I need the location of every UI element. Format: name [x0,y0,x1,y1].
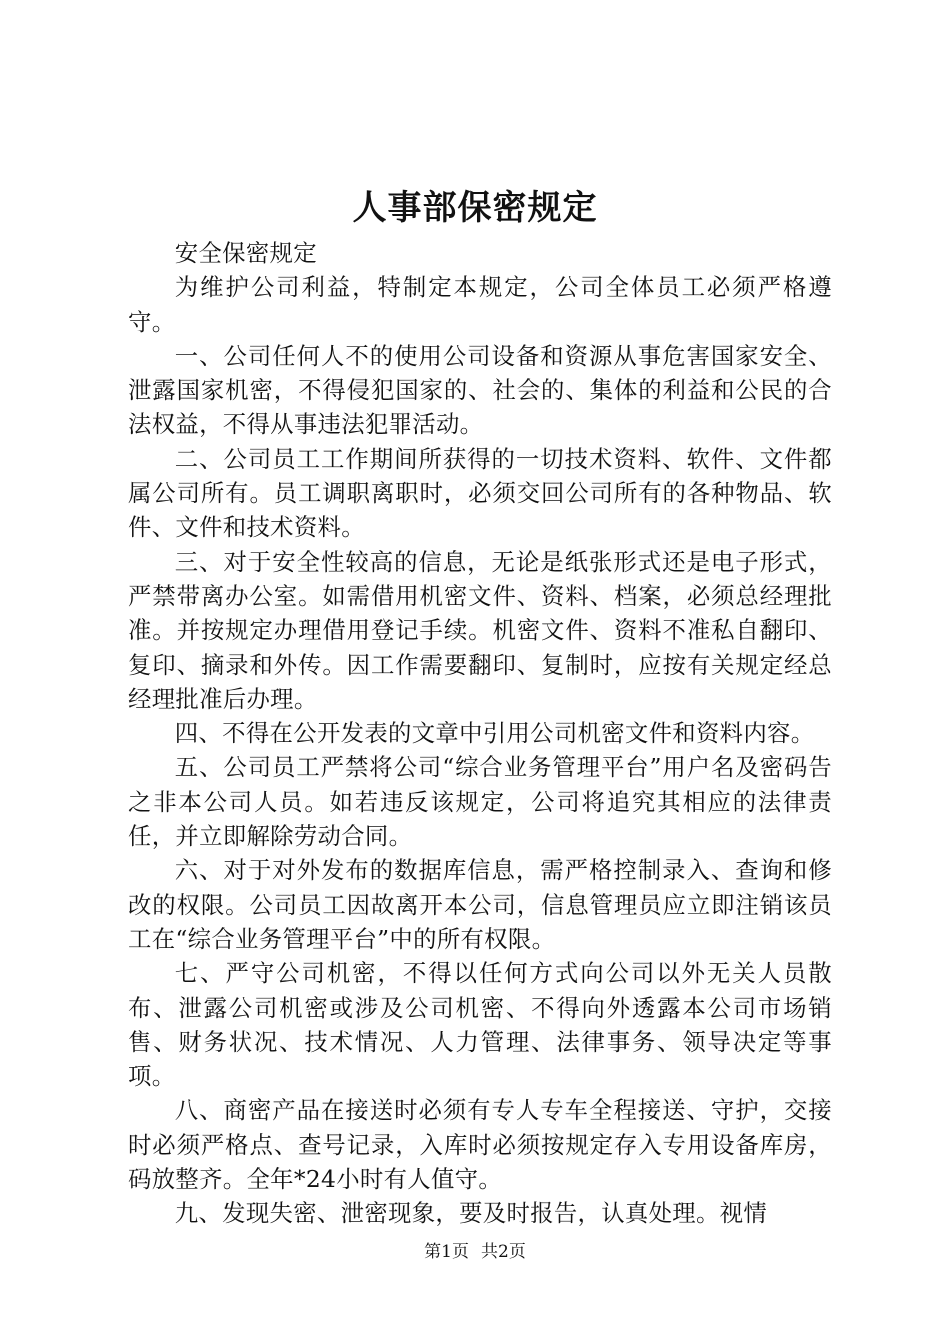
paragraph-rule-5: 五、公司员工严禁将公司“综合业务管理平台”用户名及密码告之非本公司人员。如若违反该规定，公司将追究其相应的法律责任，并立即解除劳动合同。 [128,753,832,851]
document-title: 人事部保密规定 [352,188,598,228]
paragraph-rule-3: 三、对于安全性较高的信息，无论是纸张形式还是电子形式，严禁带离办公室。如需借用机密文件、资料、档案，必须总经理批准。并按规定办理借用登记手续。机密文件、资料不准私自翻印、复印、摘录和外传。因工作需要翻印、复制时，应按有关规定经总经理批准后办理。 [128,547,832,713]
paragraph-rule-2: 二、公司员工工作期间所获得的一切技术资料、软件、文件都属公司所有。员工调职离职时，必须交回公司所有的各种物品、软件、文件和技术资料。 [128,444,832,542]
document-body [128,236,832,1231]
paragraph-rule-9: 九、发现失密、泄密现象，要及时报告，认真处理。视情 [174,1199,768,1228]
paragraph-rule-1: 一、公司任何人不的使用公司设备和资源从事危害国家安全、泄露国家机密，不得侵犯国家的、社会的、集体的利益和公民的合法权益，不得从事违法犯罪活动。 [128,341,832,439]
paragraph-rule-7: 七、严守公司机密，不得以任何方式向公司以外无关人员散布、泄露公司机密或涉及公司机密、不得向外透露本公司市场销售、财务状况、技术情况、人力管理、法律事务、领导决定等事项。 [128,959,832,1091]
paragraph-intro: 为维护公司利益，特制定本规定，公司全体员工必须严格遵守。 [128,273,832,336]
paragraph-rule-4: 四、不得在公开发表的文章中引用公司机密文件和资料内容。 [174,719,815,748]
paragraph-heading: 安全保密规定 [174,239,317,267]
page-number-total: 共2页 [481,1242,526,1262]
page-footer [0,1240,950,1264]
page-number-current: 第1页 [424,1242,469,1262]
paragraph-rule-6: 六、对于对外发布的数据库信息，需严格控制录入、查询和修改的权限。公司员工因故离开本公司，信息管理员应立即注销该员工在“综合业务管理平台”中的所有权限。 [128,856,832,953]
paragraph-rule-8: 八、商密产品在接送时必须有专人专车全程接送、守护，交接时必须严格点、查号记录，入库时必须按规定存入专用设备库房，码放整齐。全年*24小时有人值守。 [128,1096,832,1194]
